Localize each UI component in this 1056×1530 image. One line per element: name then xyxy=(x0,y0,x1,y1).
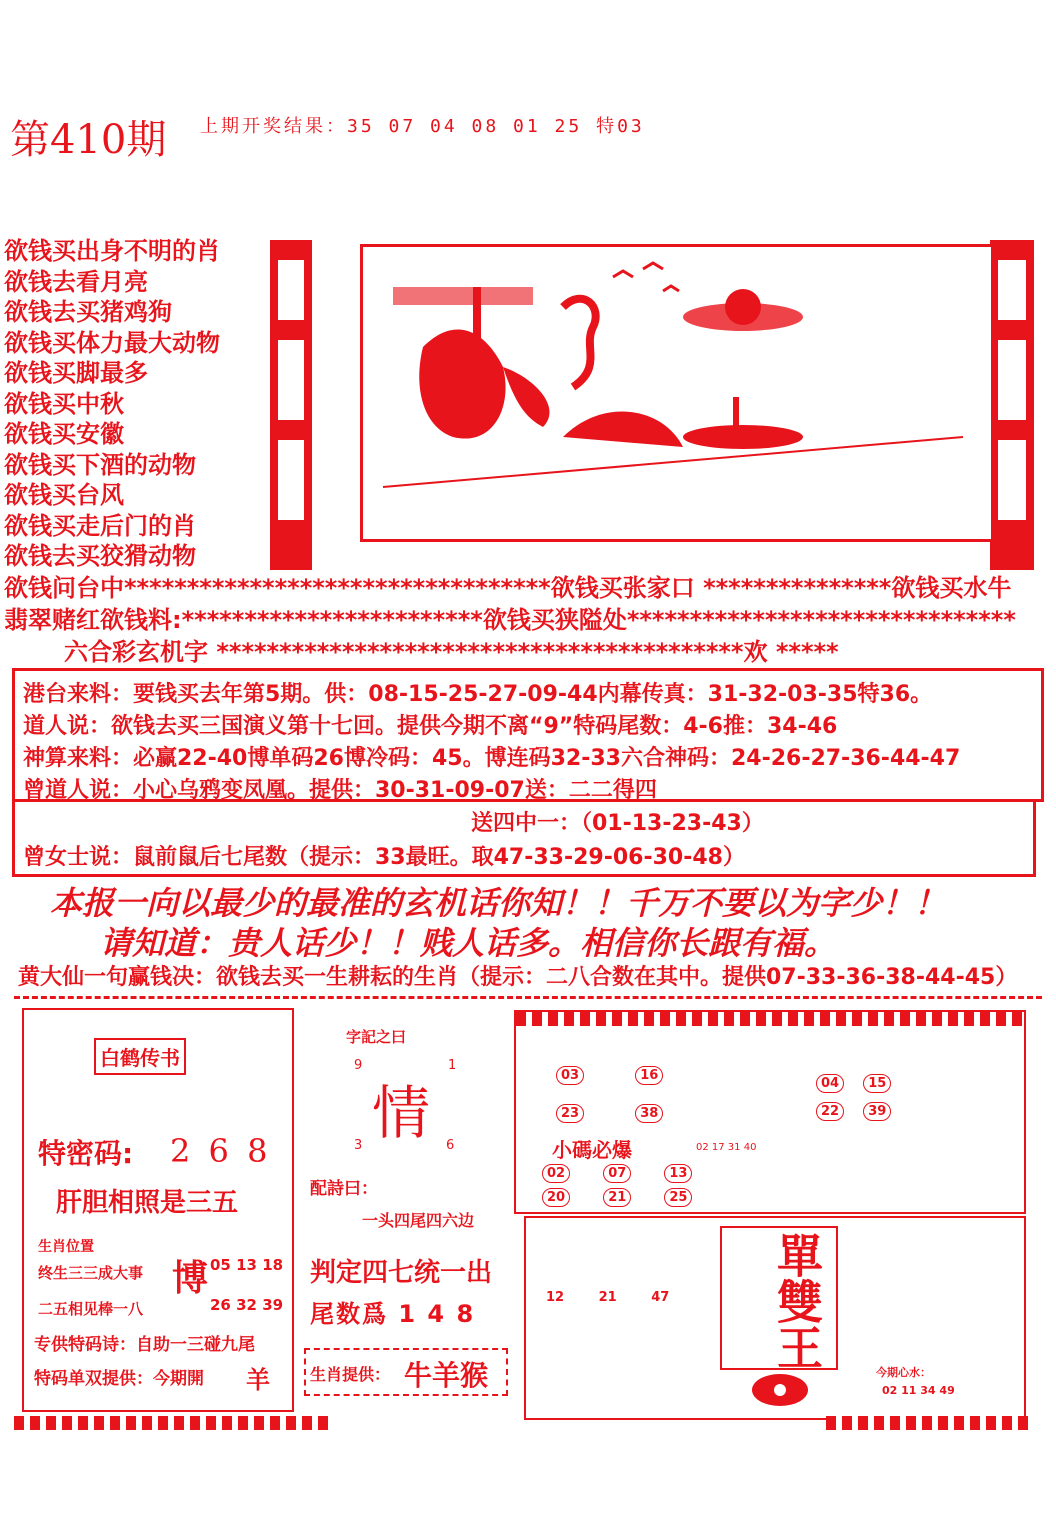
phrase: 肝胆相照是三五 xyxy=(56,1188,239,1218)
divider xyxy=(14,996,1042,999)
num-ball: 02 xyxy=(542,1164,570,1183)
num-9: 9 xyxy=(354,1058,363,1073)
bottom-stripe-right xyxy=(826,1416,1032,1430)
box-line: 曾女士说：鼠前鼠后七尾数（提示：33最旺。取47-33-29-06-30-48） xyxy=(23,845,745,870)
riddle-list xyxy=(4,236,274,572)
num-ball: 07 xyxy=(603,1164,631,1183)
bottom-stripe-left xyxy=(14,1416,330,1430)
riddle-item: 欲钱去看月亮 xyxy=(4,267,148,296)
num-ball: 15 xyxy=(863,1074,891,1093)
num-ball: 03 xyxy=(556,1066,584,1085)
num-ball: 22 xyxy=(816,1102,844,1121)
num-ball: 25 xyxy=(664,1188,692,1207)
riddle-item: 欲钱买出身不明的肖 xyxy=(4,237,220,265)
center-sx-label: 生肖提供： xyxy=(310,1365,391,1384)
num-ball: 20 xyxy=(542,1188,570,1207)
te-label: 特密码: xyxy=(38,1137,134,1170)
month-label: 今期心水： xyxy=(876,1366,931,1379)
num-ball: 38 xyxy=(635,1104,663,1123)
bo-numbers-2: 26 32 39 xyxy=(210,1296,284,1314)
decorative-painting xyxy=(360,244,994,542)
num-ball: 16 xyxy=(635,1066,663,1085)
tm-num: 47 xyxy=(651,1290,670,1305)
num-ball: 21 xyxy=(603,1188,631,1207)
riddle-item: 欲钱买下酒的动物 xyxy=(4,450,196,479)
wide-row-3: 六合彩玄机字 ******************************************欢 ***** xyxy=(64,638,839,666)
nums-a xyxy=(556,1064,663,1085)
num-1: 1 xyxy=(448,1058,457,1073)
riddle-item: 欲钱买体力最大动物 xyxy=(4,328,220,357)
small-explode: 小碼必爆 xyxy=(552,1138,632,1162)
riddle-item: 欲钱去买狡猾动物 xyxy=(4,542,196,570)
poem-text: 一头四尾四六边 xyxy=(362,1211,475,1230)
ds-value: 羊 xyxy=(246,1366,270,1394)
riddle-item: 欲钱买脚最多 xyxy=(4,359,148,387)
wide-row-1: 欲钱问台中**********************************欲钱买张家口 ***************欲钱买水牛 xyxy=(4,574,1012,602)
flower-icon xyxy=(750,1372,810,1408)
info-box xyxy=(12,668,1044,802)
judge-line: 判定四七统一出 xyxy=(310,1258,493,1288)
ds-label: 特码单双提供：今期開 xyxy=(34,1369,204,1389)
num-3: 3 xyxy=(354,1138,363,1153)
right-bottom-panel xyxy=(524,1216,1026,1420)
bottom-nums: 02 11 34 49 xyxy=(882,1384,955,1397)
sx-line-1: 终生三三成大事 xyxy=(38,1264,144,1282)
riddle-item: 欲钱买安徽 xyxy=(4,420,124,448)
slogan-1: 本报一向以最少的最准的玄机话你知！！千万不要以为字少！！ xyxy=(50,884,947,922)
sx-label: 生肖位置 xyxy=(38,1239,94,1255)
nums-c2 xyxy=(542,1186,692,1207)
tail-line: 尾数爲 1 4 8 xyxy=(310,1300,476,1328)
tm-num: 12 xyxy=(546,1290,565,1305)
right-scroll-pillar xyxy=(990,240,1034,570)
panel-title: 白鹤传书 xyxy=(94,1038,186,1075)
wide-row-2: 翡翠赌红欲钱料:************************欲钱买狭隘处******************************* xyxy=(4,606,1016,634)
nums-c xyxy=(542,1162,692,1183)
num-ball: 13 xyxy=(664,1164,692,1183)
bo-numbers-1: 05 13 18 xyxy=(210,1256,284,1274)
left-scroll-pillar xyxy=(270,240,312,570)
nums-b2 xyxy=(816,1100,891,1121)
box-line: 神算来料：必赢22-40博单码26博冷码：45。博连码32-33六合神码：24-26-27-36-44-47 xyxy=(23,746,961,771)
poem-label: 配詩曰： xyxy=(310,1179,378,1199)
num-6: 6 xyxy=(446,1138,455,1153)
nums-b xyxy=(816,1072,891,1093)
tm-num: 21 xyxy=(598,1290,617,1305)
riddle-item: 欲钱去买猪鸡狗 xyxy=(4,298,172,326)
box-line: 港台来料：要钱买去年第5期。供：08-15-25-27-09-44内幕传真：31-32-03-35特36。 xyxy=(23,682,933,707)
issue-number: 第410期 xyxy=(10,117,167,163)
riddle-item: 欲钱买中秋 xyxy=(4,389,124,418)
center-char: 情 xyxy=(372,1079,431,1147)
num-ball: 04 xyxy=(816,1074,844,1093)
stripe-border xyxy=(516,1012,1024,1026)
left-panel xyxy=(22,1008,294,1412)
nums-a2 xyxy=(556,1102,663,1123)
center-sx-value: 牛羊猴 xyxy=(404,1359,489,1392)
box-line: 送四中一：（01-13-23-43） xyxy=(471,811,764,836)
huang-daxian-line: 黄大仙一句赢钱决：欲钱去买一生耕耘的生肖（提示：二八合数在其中。提供07-33-36-38-44-45） xyxy=(18,965,1018,990)
right-top-panel xyxy=(514,1010,1026,1214)
last-result: 上期开奖结果：35 07 04 08 01 25 特03 xyxy=(200,116,645,137)
row-mini: 02 17 31 40 xyxy=(696,1142,757,1153)
num-ball: 39 xyxy=(863,1102,891,1121)
box-line: 曾道人说：小心乌鸦变凤凰。提供：30-31-09-07送：二二得四 xyxy=(23,778,657,803)
special-poem: 专供特码诗：自助一三碰九尾 xyxy=(34,1335,255,1355)
center-panel xyxy=(300,1008,510,1408)
box-line: 道人说：欲钱去买三国演义第十七回。提供今期不离“9”特码尾数：4-6推：34-46 xyxy=(23,714,838,739)
painting-illustration xyxy=(363,247,991,539)
num-ball: 23 xyxy=(556,1104,584,1123)
riddle-item: 欲钱买台风 xyxy=(4,481,124,509)
sx-line-2: 二五相见棒一八 xyxy=(38,1300,144,1318)
center-top: 字記之曰 xyxy=(346,1028,407,1046)
info-box-2 xyxy=(12,800,1036,877)
tm-nums xyxy=(546,1290,669,1305)
riddle-item: 欲钱买走后门的肖 xyxy=(4,511,196,540)
te-numbers: 2 6 8 xyxy=(170,1132,272,1170)
big-text: 單雙王 xyxy=(770,1232,824,1370)
slogan-2: 请知道：贵人话少！！贱人话多。相信你长跟有福。 xyxy=(100,924,837,962)
bo-char: 博 xyxy=(172,1258,209,1299)
